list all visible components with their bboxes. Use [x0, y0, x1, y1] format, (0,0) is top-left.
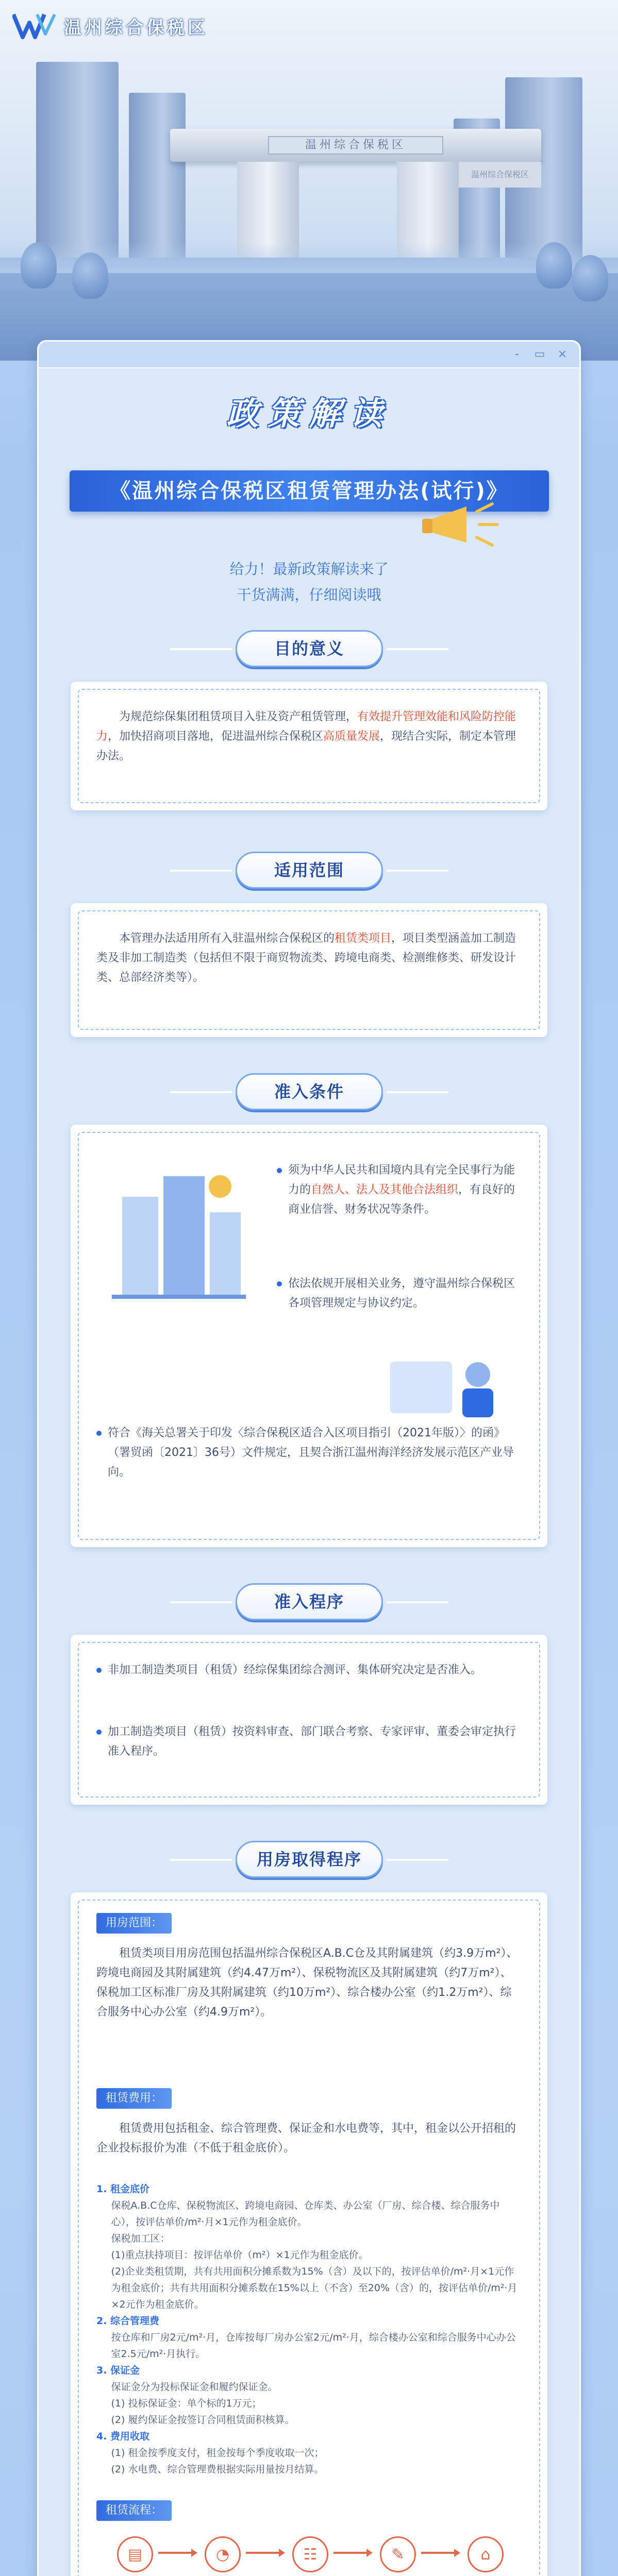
slogan-line-2: 干货满满，仔细阅读哦 — [237, 586, 381, 603]
procedure-step-2: 加工制造类项目（租赁）按资料审查、部门联合考察、专家评审、董委会审定执行准入程序。 — [96, 1722, 519, 1761]
flow-step — [462, 2536, 509, 2576]
flow-step — [287, 2536, 333, 2576]
city-illustration-icon — [102, 1156, 256, 1310]
hero-banner — [0, 0, 618, 361]
purpose-text: 为规范综保集团租赁项目入驻及资产租赁管理，有效提升管理效能和风险防控能力，加快招商项目落地，促进温州综合保税区高质量发展，现结合实际，制定本管理办法。 — [96, 710, 516, 762]
fee-line: 保税A.B.C仓库、保税物流区、跨境电商园、仓库类、办公室（厂房、综合楼、综合服务中心），按评估单价/m²·月×1元作为租金底价。 — [111, 2200, 500, 2228]
section-title-access: 准入条件 — [236, 1073, 383, 1110]
fee-line: (1) 租金按季度支付，租金按每个季度收取一次； — [111, 2447, 324, 2459]
maximize-icon: ▭ — [534, 348, 545, 361]
flow-step — [199, 2536, 246, 2576]
tree-icon — [572, 255, 608, 301]
fee-line: 保税加工区： — [111, 2233, 170, 2244]
flow-step-icon: ▤ — [117, 2536, 153, 2572]
housing-box — [71, 1892, 547, 2576]
flow-arrow-icon — [333, 2552, 370, 2554]
fee-line: (2)企业类租赁期，共有共用面积分摊系数为15%（含）及以下的，按评估单价/m²·月×1元作为租金底价；共有共用面积分摊系数在15%以上（不含）至20%（含）的，按评估单价/m²·月×2元作为租金底价。 — [111, 2266, 517, 2310]
flow-label: 租赁流程： — [96, 2500, 172, 2521]
fee-line: 2. 综合管理费 — [96, 2315, 160, 2327]
gate-sub-text: 温州综合保税区 — [471, 170, 529, 179]
tree-icon — [21, 242, 57, 289]
window-controls — [510, 348, 569, 361]
flow-step-icon: ✎ — [380, 2536, 416, 2572]
flow-step-icon: ◔ — [205, 2536, 241, 2572]
fee-detail-list — [96, 2181, 522, 2478]
megaphone-icon — [420, 496, 518, 553]
business-illustration-icon — [375, 1346, 519, 1423]
flow-arrow-icon — [158, 2552, 194, 2554]
fee-line: (1)重点扶持项目：按评估单价（m²）×1元作为租金底价。 — [111, 2249, 369, 2261]
fee-line: (1) 投标保证金：单个标的1万元； — [111, 2398, 262, 2409]
section-title-purpose: 目的意义 — [236, 630, 383, 667]
section-title-housing: 用房取得程序 — [236, 1841, 383, 1878]
logo — [12, 11, 208, 40]
headline — [39, 388, 579, 434]
section-title-procedure: 准入程序 — [236, 1583, 383, 1620]
flow-arrow-icon — [246, 2552, 282, 2554]
content-card — [37, 340, 581, 2576]
scope-box — [71, 903, 547, 1037]
fee-line: (2) 水电费、综合管理费根据实际用量按月结算。 — [111, 2464, 324, 2475]
housing-scope-text: 租赁类项目用房范围包括温州综合保税区A.B.C仓及其附属建筑（约3.9万m²）、跨境电商园及其附属建筑（约4.47万m²）、保税物流区及其附属建筑（约7万m²）、保税加工区标准厂房及其附属建筑（约10万m²）、综合楼办公室（约1.2万m²）、综合服务中心办公室（约4.9万m²）。 — [96, 1947, 518, 2019]
scope-text: 本管理办法适用所有入驻温州综合保税区的租赁类项目，项目类型涵盖加工制造类及非加工制造类（包括但不限于商贸物流类、跨境电商类、检测维修类、研发设计类、总部经济类等）。 — [96, 932, 516, 984]
housing-fee-label: 租赁费用： — [96, 2088, 172, 2109]
flow-step-icon: ☷ — [292, 2536, 328, 2572]
logo-w-icon — [12, 11, 57, 40]
minimize-icon: - — [515, 348, 519, 361]
fee-line: 保证金分为投标保证金和履约保证金。 — [111, 2381, 278, 2393]
close-icon: × — [557, 348, 567, 361]
policy-name-banner: 《温州综合保税区租赁管理办法(试行)》 — [70, 470, 549, 512]
housing-scope-label: 用房范围： — [96, 1913, 172, 1934]
headline-title: 政策解读 — [226, 395, 392, 432]
gate-roof — [170, 129, 541, 162]
fee-line: 4. 费用收取 — [96, 2431, 150, 2442]
flow-step-icon: ⌂ — [467, 2536, 504, 2572]
purpose-box — [71, 682, 547, 810]
housing-fee-intro: 租赁费用包括租金、综合管理费、保证金和水电费等，其中，租金以公开招租的企业投标报价为准（不低于租金底价）。 — [96, 2122, 516, 2155]
fee-line: (2) 履约保证金按签订合同租赁面积核算。 — [111, 2414, 295, 2426]
procedure-box — [71, 1635, 547, 1805]
fee-line: 按仓库和厂房2元/m²·月，仓库按每厂房办公室2元/m²·月，综合楼办公室和综合服务中心办公室2.5元/m²·月执行。 — [111, 2332, 516, 2360]
flow-step — [112, 2536, 158, 2576]
access-condition-1: 须为中华人民共和国境内具有完全民事行为能力的自然人、法人及其他合法组织，有良好的商业信誉、财务状况等条件。 — [277, 1161, 519, 1219]
fee-line: 1. 租金底价 — [96, 2183, 150, 2195]
access-box — [71, 1125, 547, 1547]
procedure-step-1: 非加工制造类项目（租赁）经综保集团综合测评、集体研究决定是否准入。 — [96, 1660, 519, 1680]
tree-icon — [72, 252, 108, 299]
lease-flow — [112, 2536, 504, 2576]
gate-sign: 温州综合保税区 — [268, 136, 443, 155]
window-titlebar — [39, 342, 579, 368]
fee-line: 3. 保证金 — [96, 2365, 140, 2376]
tree-icon — [536, 242, 572, 289]
slogan-line-1: 给力！最新政策解读来了 — [229, 561, 389, 578]
section-title-scope: 适用范围 — [236, 852, 383, 889]
access-condition-2: 依法依规开展相关业务，遵守温州综合保税区各项管理规定与协议约定。 — [277, 1274, 519, 1313]
gate-sub-sign — [459, 162, 541, 188]
flow-arrow-icon — [421, 2552, 457, 2554]
access-condition-3: 符合《海关总署关于印发〈综合保税区适合入区项目指引（2021年版）〉的函》（署贸函〔2021〕36号）文件规定，且契合浙江温州海洋经济发展示范区产业导向。 — [96, 1423, 519, 1482]
flow-step — [375, 2536, 421, 2576]
logo-text: 温州综合保税区 — [64, 17, 208, 38]
